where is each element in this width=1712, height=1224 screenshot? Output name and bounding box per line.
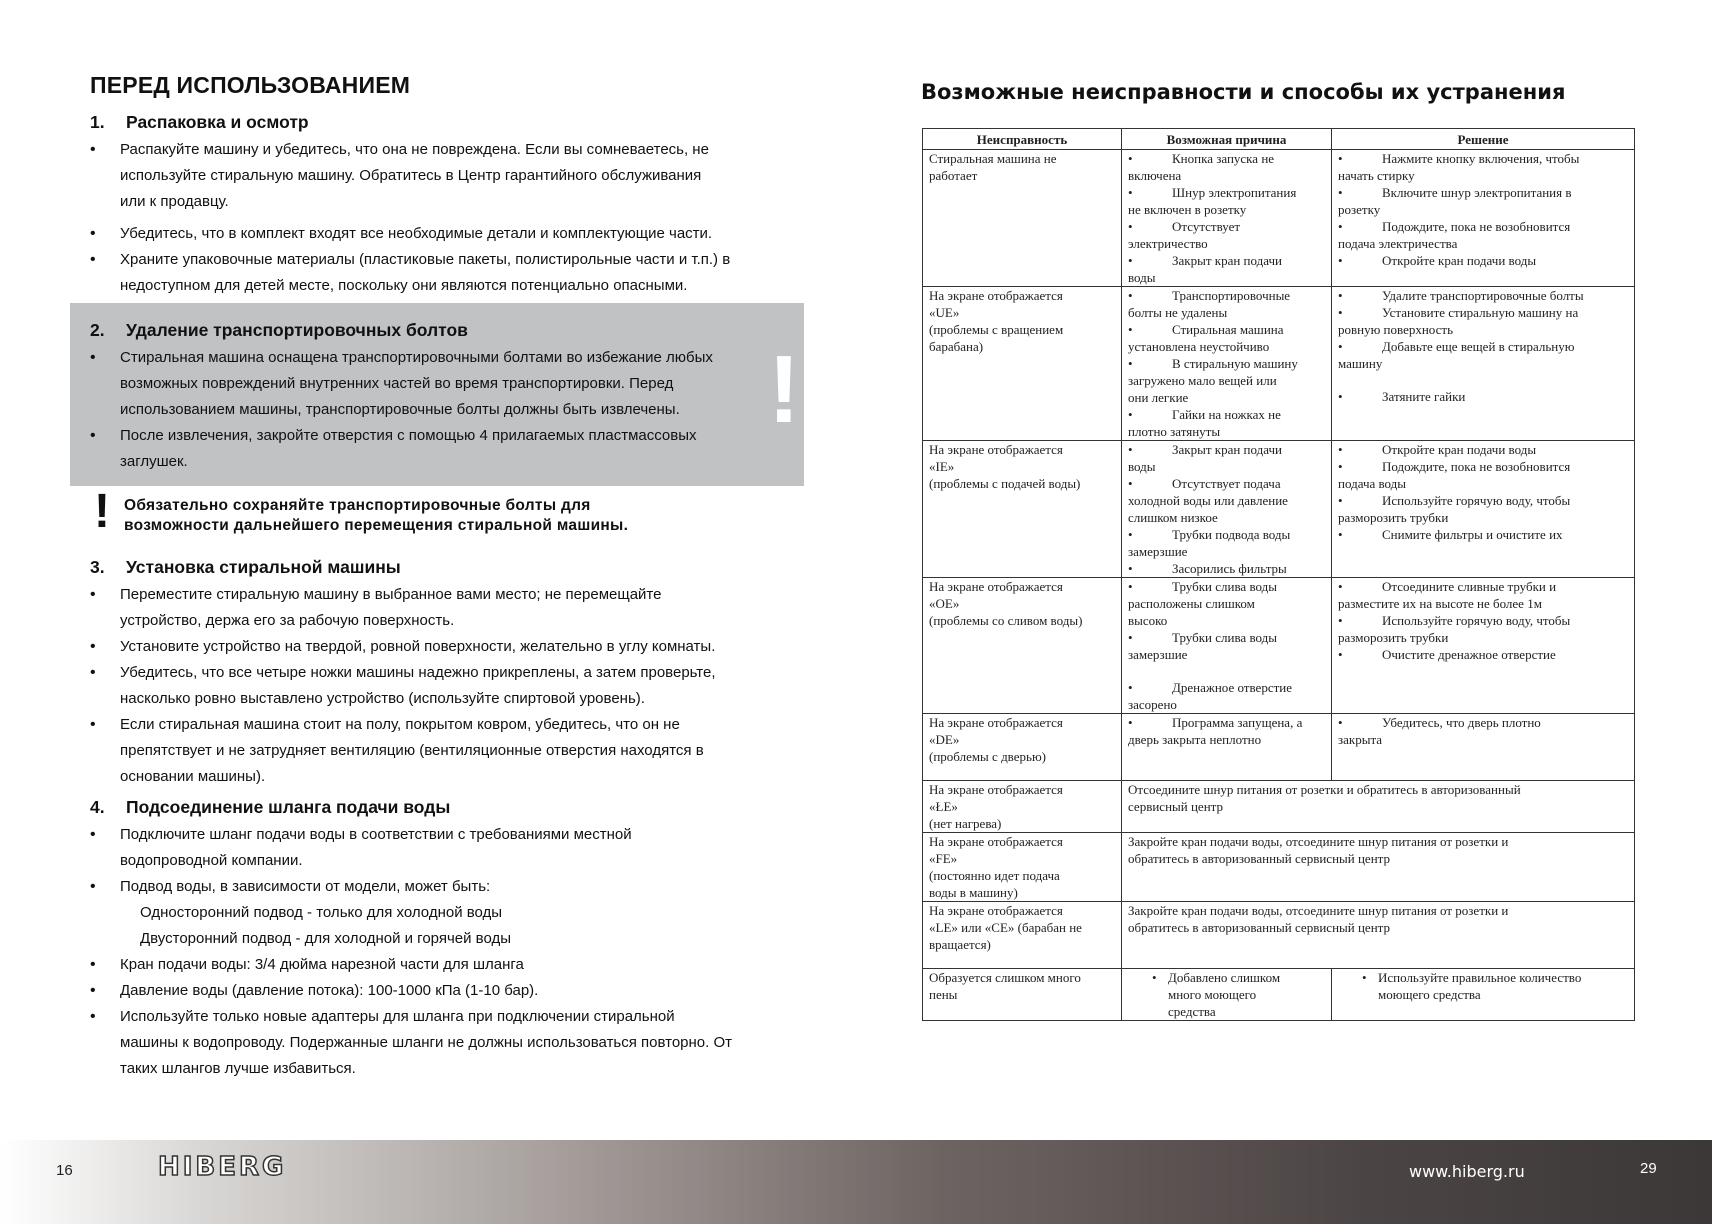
bullet: • Подвод воды, в зависимости от модели, может быть:: [90, 874, 790, 900]
solution-cell: • Нажмите кнопку включения, чтобы начать стирку • Включите шнур электропитания в розетку • Подождите, пока не возобновится подача электричества • Откройте кран подачи воды: [1332, 150, 1635, 287]
cause-cell: • Закрыт кран подачи воды • Отсутствует подача холодной воды или давление слишком низкое • Трубки подвода воды замерзшие • Засорились фильтры: [1122, 441, 1332, 578]
bullet: • Стиральная машина оснащена транспортировочными болтами во избежание любых возможных повреждений внутренних частей во время транспортировки. Перед использованием машины, транспортировочные болты должны быть извлечены.: [90, 345, 790, 423]
warning-text: Обязательно сохраняйте транспортировочные болты для возможности дальнейшего перемещения стиральной машины.: [124, 497, 629, 534]
bullet: • Используйте только новые адаптеры для шланга при подключении стиральной машины к водопроводу. Подержанные шланги не должны использоваться повторно. От таких шлангов лучше избавиться.: [90, 1004, 790, 1082]
troubleshooting-table: [922, 128, 1635, 1021]
fault-cell: Образуется слишком много пены: [923, 969, 1122, 1021]
bullet: • После извлечения, закройте отверстия с помощью 4 прилагаемых пластмассовых заглушек.: [90, 423, 790, 475]
column-header: Неисправность: [923, 129, 1122, 150]
text-line: Односторонний подвод - только для холодной воды: [140, 904, 503, 921]
solution-cell: • Используйте правильное количество моющего средства: [1332, 969, 1635, 1021]
solution-cell: • Откройте кран подачи воды • Подождите, пока не возобновится подача воды • Используйте горячую воду, чтобы разморозить трубки • Снимите фильтры и очистите их: [1332, 441, 1635, 578]
bullet: • Убедитесь, что в комплект входят все необходимые детали и комплектующие части.: [90, 221, 790, 247]
section-water-hose: [90, 797, 790, 1082]
bullet: • Давление воды (давление потока): 100-1000 кПа (1-10 бар).: [90, 978, 790, 1004]
exclamation-icon: !: [94, 485, 110, 538]
fault-cell: На экране отображается «OE» (проблемы со сливом воды): [923, 578, 1122, 714]
solution-cell: • Удалите транспортировочные болты • Установите стиральную машину на ровную поверхность • Добавьте еще вещей в стиральную машину • Затяните гайки: [1332, 287, 1635, 441]
website-url: www.hiberg.ru: [1409, 1162, 1525, 1181]
fault-cell: На экране отображается «IE» (проблемы с подачей воды): [923, 441, 1122, 578]
table-row: [923, 969, 1635, 1021]
troubleshooting-title: Возможные неисправности и способы их устранения: [921, 80, 1566, 104]
bullet: • Кран подачи воды: 3/4 дюйма нарезной части для шланга: [90, 952, 790, 978]
section-transport-bolts: [90, 320, 790, 475]
solution-cell: • Убедитесь, что дверь плотно закрыта: [1332, 714, 1635, 781]
bullet: • Установите устройство на твердой, ровной поверхности, желательно в углу комнаты.: [90, 634, 790, 660]
page-number-right: 29: [1640, 1160, 1657, 1177]
cause-cell: • Кнопка запуска не включена • Шнур электропитания не включен в розетку • Отсутствует электричество • Закрыт кран подачи воды: [1122, 150, 1332, 287]
text-line: Двусторонний подвод - для холодной и горячей воды: [140, 930, 512, 947]
table-row: [923, 441, 1635, 578]
left-page: [0, 0, 856, 1140]
cause-cell: • Программа запущена, а дверь закрыта неплотно: [1122, 714, 1332, 781]
column-header: Решение: [1332, 129, 1635, 150]
fault-cell: Стиральная машина не работает: [923, 150, 1122, 287]
solution-cell: Закройте кран подачи воды, отсоедините шнур питания от розетки и обратитесь в авторизованный сервисный центр: [1122, 833, 1635, 902]
cause-cell: • Транспортировочные болты не удалены • Стиральная машина установлена неустойчиво • В стиральную машину загружено мало вещей или они легкие • Гайки на ножках не плотно затянуты: [1122, 287, 1332, 441]
table-row: [923, 833, 1635, 902]
bullet: • Переместите стиральную машину в выбранное вами место; не перемещайте устройство, держа его за рабочую поверхность.: [90, 582, 790, 634]
fault-cell: На экране отображается «FE» (постоянно идет подача воды в машину): [923, 833, 1122, 902]
section-unpacking: [90, 112, 790, 299]
page-footer: [0, 1140, 1712, 1224]
exclamation-icon: !: [768, 336, 800, 443]
table-row: [923, 578, 1635, 714]
page-title: ПЕРЕД ИСПОЛЬЗОВАНИЕМ: [90, 72, 411, 98]
table-row: [923, 287, 1635, 441]
table-row: [923, 902, 1635, 969]
column-header: Возможная причина: [1122, 129, 1332, 150]
fault-cell: На экране отображается «UE» (проблемы с вращением барабана): [923, 287, 1122, 441]
hiberg-logo: HIBERG: [158, 1152, 287, 1182]
fault-cell: На экране отображается «LE» или «CE» (барабан не вращается): [923, 902, 1122, 969]
section-heading: 2. Удаление транспортировочных болтов: [90, 320, 468, 340]
table-row: [923, 714, 1635, 781]
solution-cell: Закройте кран подачи воды, отсоедините шнур питания от розетки и обратитесь в авторизованный сервисный центр: [1122, 902, 1635, 969]
cause-cell: • Трубки слива воды расположены слишком высоко • Трубки слива воды замерзшие • Дренажное отверстие засорено: [1122, 578, 1332, 714]
section-heading: 4. Подсоединение шланга подачи воды: [90, 797, 451, 817]
page-number-left: 16: [56, 1162, 73, 1179]
bullet: • Убедитесь, что все четыре ножки машины надежно прикреплены, а затем проверьте, насколько ровно выставлено устройство (используйте спиртовой уровень).: [90, 660, 790, 712]
table-header-row: [923, 129, 1635, 150]
table-row: [923, 781, 1635, 833]
solution-cell: Отсоедините шнур питания от розетки и обратитесь в авторизованный сервисный центр: [1122, 781, 1635, 833]
solution-cell: • Отсоедините сливные трубки и разместите их на высоте не более 1м • Используйте горячую воду, чтобы разморозить трубки • Очистите дренажное отверстие: [1332, 578, 1635, 714]
fault-cell: На экране отображается «DE» (проблемы с дверью): [923, 714, 1122, 781]
bullet: • Распакуйте машину и убедитесь, что она не повреждена. Если вы сомневаетесь, не используйте стиральную машину. Обратитесь в Центр гарантийного обслуживания или к продавцу.: [90, 137, 790, 215]
bullet: • Подключите шланг подачи воды в соответствии с требованиями местной водопроводной компании.: [90, 822, 790, 874]
table-row: [923, 150, 1635, 287]
bullet: • Если стиральная машина стоит на полу, покрытом ковром, убедитесь, что он не препятствует и не затрудняет вентиляцию (вентиляционные отверстия находятся в основании машины).: [90, 712, 790, 790]
bullet: • Храните упаковочные материалы (пластиковые пакеты, полистирольные части и т.п.) в недоступном для детей месте, поскольку они являются потенциально опасными.: [90, 247, 790, 299]
cause-cell: • Добавлено слишком много моющего средства: [1122, 969, 1332, 1021]
section-heading: 3. Установка стиральной машины: [90, 557, 401, 577]
section-installation: [90, 557, 790, 790]
fault-cell: На экране отображается «ŁE» (нет нагрева): [923, 781, 1122, 833]
section-heading: 1. Распаковка и осмотр: [90, 112, 309, 132]
